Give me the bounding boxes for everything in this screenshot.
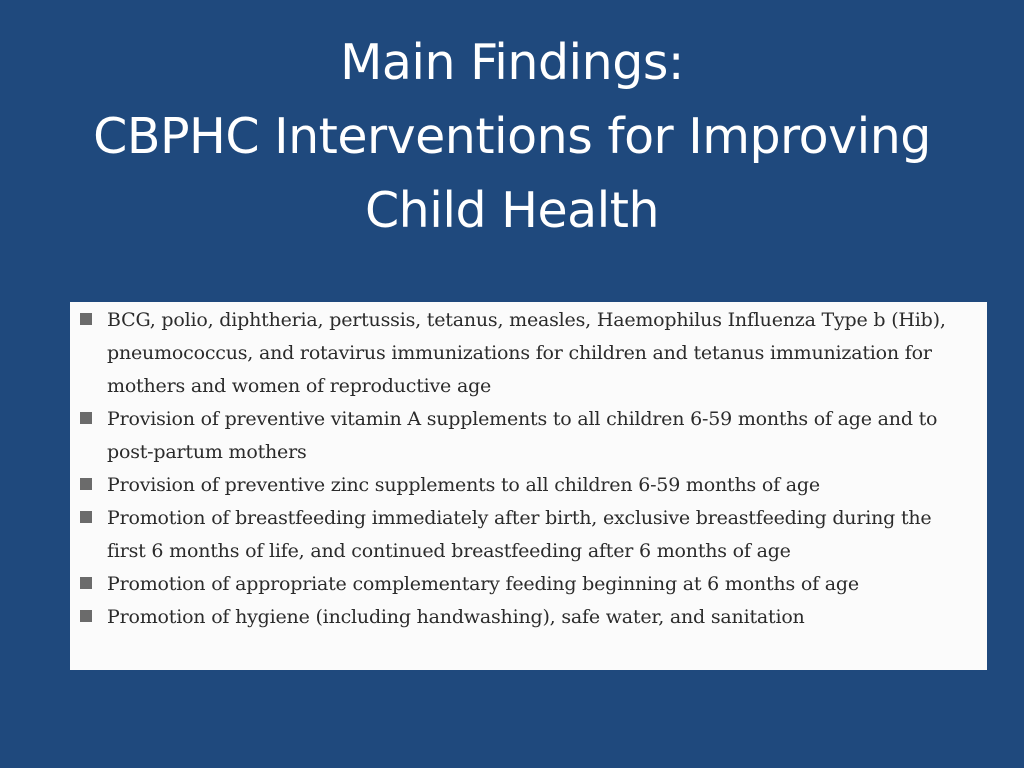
title-line-2: CBPHC Interventions for Improving	[93, 108, 931, 165]
square-bullet-icon	[80, 478, 92, 490]
finding-text-zinc: Provision of preventive zinc supplements to all children 6-59 months of age	[107, 474, 820, 496]
list-item	[80, 601, 957, 634]
list-item	[80, 568, 957, 601]
finding-text-breastfeeding: Promotion of breastfeeding immediately after birth, exclusive breastfeeding during the first 6 months of life, and continued breastfeeding after 6 months of age	[107, 507, 932, 562]
square-bullet-icon	[80, 610, 92, 622]
title-line-3: Child Health	[364, 182, 660, 239]
square-bullet-icon	[80, 313, 92, 325]
list-item	[80, 469, 957, 502]
square-bullet-icon	[80, 412, 92, 424]
square-bullet-icon	[80, 577, 92, 589]
findings-box	[70, 302, 987, 670]
title-line-1: Main Findings:	[340, 34, 684, 91]
square-bullet-icon	[80, 511, 92, 523]
findings-list	[80, 304, 957, 634]
slide-title	[40, 26, 984, 248]
finding-text-hygiene: Promotion of hygiene (including handwashing), safe water, and sanitation	[107, 606, 805, 628]
list-item	[80, 304, 957, 403]
finding-text-vitamin-a: Provision of preventive vitamin A supplements to all children 6-59 months of age and to post-partum mothers	[107, 408, 938, 463]
list-item	[80, 502, 957, 568]
finding-text-immunizations: BCG, polio, diphtheria, pertussis, tetanus, measles, Haemophilus Influenza Type b (Hib), pneumococcus, and rotavirus immunizations for children and tetanus immunization for mothers and women of reproductive age	[107, 309, 946, 397]
finding-text-complementary-feeding: Promotion of appropriate complementary feeding beginning at 6 months of age	[107, 573, 859, 595]
list-item	[80, 403, 957, 469]
